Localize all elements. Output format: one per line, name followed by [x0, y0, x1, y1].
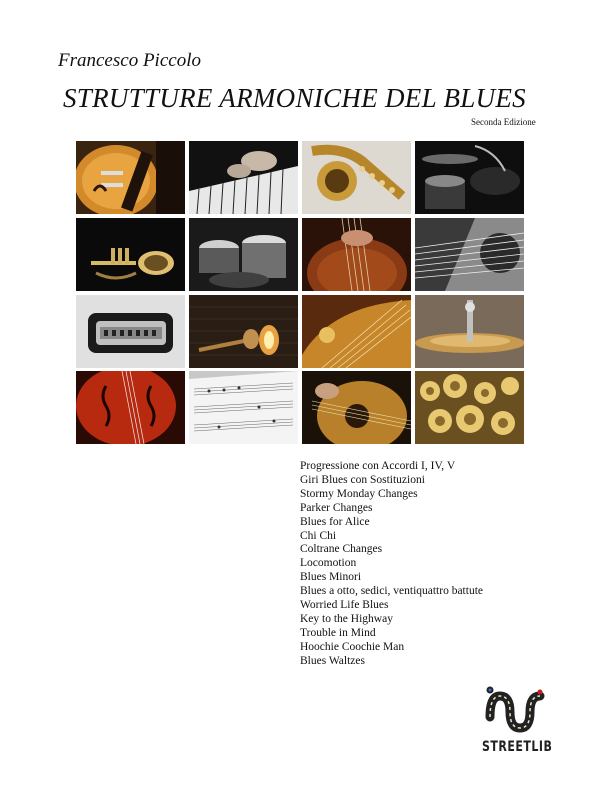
cymbal-photo — [415, 295, 524, 368]
drum-kit-photo — [189, 218, 298, 291]
harmonica-photo — [76, 295, 185, 368]
toc-item: Coltrane Changes — [300, 543, 383, 556]
drummer-photo — [415, 141, 524, 214]
piano-interior-photo — [302, 295, 411, 368]
author-name: Francesco Piccolo — [58, 50, 201, 71]
toc-item: Chi Chi — [300, 529, 337, 542]
toc-item: Locomotion — [300, 557, 357, 570]
toc-item: Key to the Highway — [300, 612, 393, 625]
toc-item: Blues Minori — [300, 571, 362, 584]
violin-photo — [76, 371, 185, 444]
toc-item: Giri Blues con Sostituzioni — [300, 473, 425, 486]
photo-grid — [76, 141, 523, 443]
toc-item: Stormy Monday Changes — [300, 487, 418, 500]
sheet-music-photo — [189, 371, 298, 444]
toc-item: Blues for Alice — [300, 515, 370, 528]
publisher-name: STREETLIB — [482, 738, 553, 755]
trumpet-photo — [76, 218, 185, 291]
guitar-strings-photo — [415, 218, 524, 291]
toc-item: Blues Waltzes — [300, 654, 365, 667]
toc-item: Worried Life Blues — [300, 599, 389, 612]
toc-item: Trouble in Mind — [300, 626, 376, 639]
edition-label: Seconda Edizione — [471, 117, 536, 127]
book-title: STRUTTURE ARMONICHE DEL BLUES — [63, 83, 526, 113]
brass-instruments-photo — [415, 371, 524, 444]
double-bass-photo — [302, 218, 411, 291]
toc-item: Progressione con Accordi I, IV, V — [300, 460, 456, 472]
toc-item: Blues a otto, sedici, ventiquattro battute — [300, 585, 484, 598]
table-of-contents — [300, 460, 483, 669]
acoustic-guitar-photo — [302, 371, 411, 444]
trumpet-lantern-photo — [189, 295, 298, 368]
saxophone-photo — [302, 141, 411, 214]
guitar-photo — [76, 141, 185, 214]
toc-item: Hoochie Coochie Man — [300, 640, 405, 653]
toc-item: Parker Changes — [300, 501, 373, 514]
piano-photo — [189, 141, 298, 214]
